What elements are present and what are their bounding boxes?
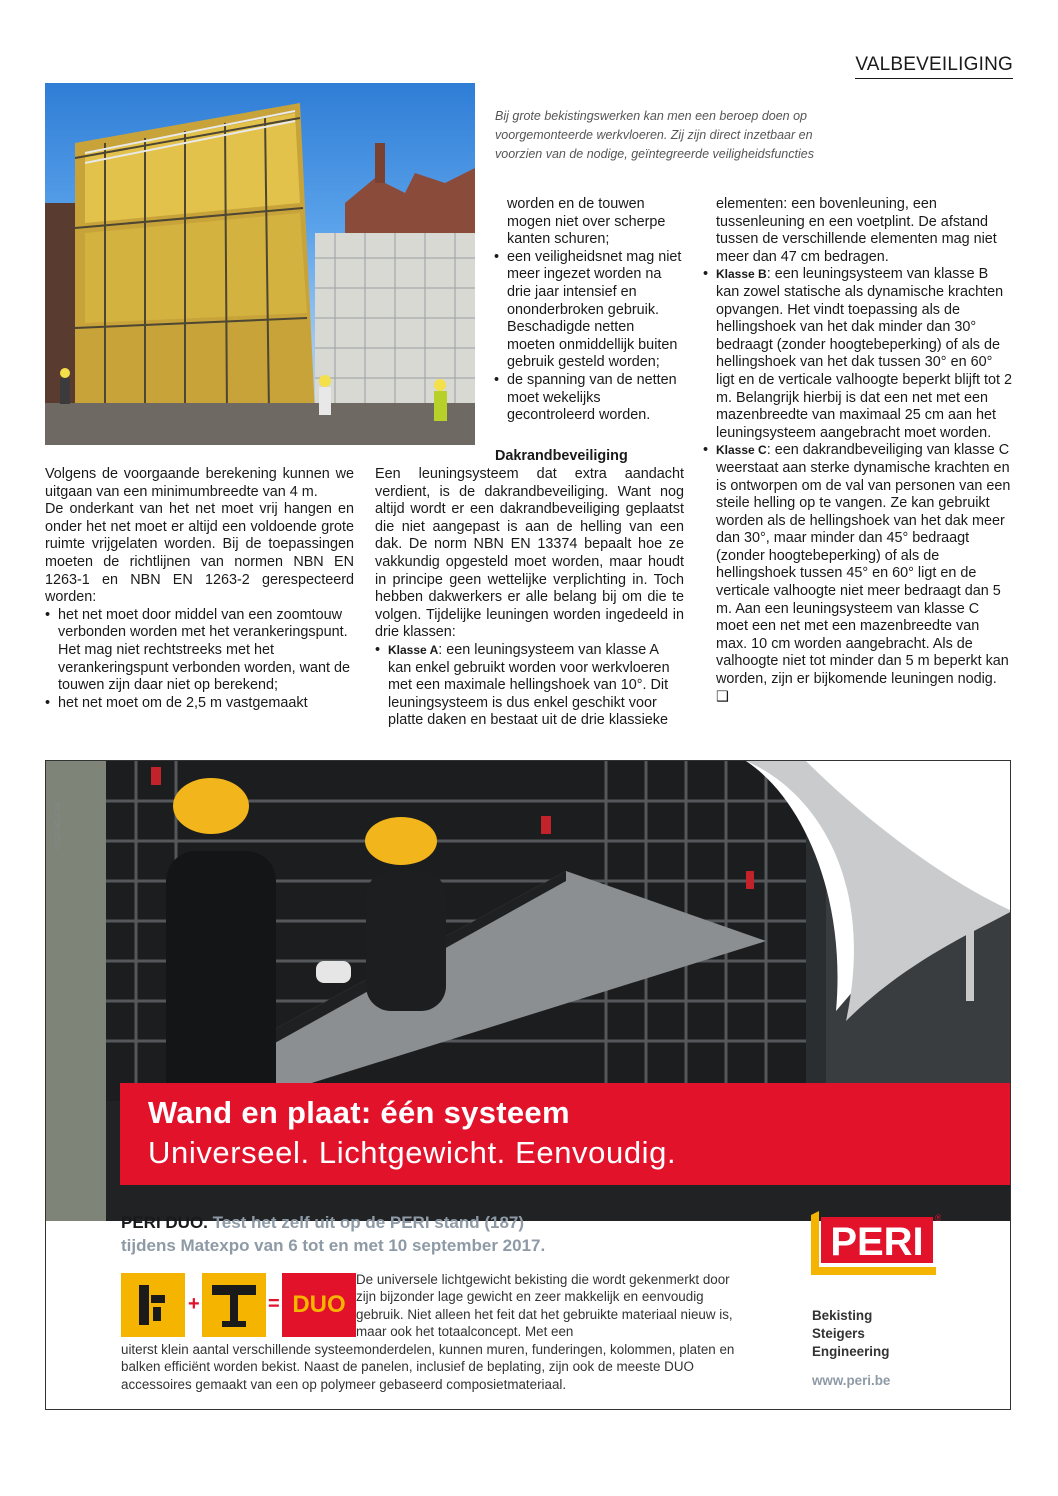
ad-brand-name: PERI DUO. xyxy=(121,1213,208,1232)
class-text: : een leuningsysteem van klasse B kan zowel statische als dynamische krachten opvangen. Het vindt toepassing als de hellingshoek van het dak minder dan 30° bedraagt (zonder hoogtebeperking) of als de hellingshoek van het dak tussen 30° en 60° ligt en de verticale valhoogte beperkt blijft tot 2 m. Belangrijk hierbij is dat een net met een mazenbreedte van maximaal 25 cm aan het leuningsysteem aangebracht moet worden. xyxy=(716,266,1012,441)
ad-title: Wand en plaat: één systeem xyxy=(148,1095,570,1130)
bullet-item: • een veiligheidsnet mag niet meer ingezet worden na drie jaar intensief en ononderbroken gebruik. Beschadigde netten moeten onmiddellijk buiten gebruik gesteld worden; xyxy=(494,249,684,372)
subheading: Dakrandbeveiliging xyxy=(495,448,628,464)
bullet-item xyxy=(375,642,684,730)
paragraph: Volgens de voorgaande berekening kunnen we uitgaan van een minimumbreedte van 4 m. xyxy=(45,466,354,500)
tagline-item: Engineering xyxy=(812,1344,890,1359)
equals-sign: = xyxy=(268,1293,280,1315)
ad-taglines xyxy=(812,1307,889,1361)
bullet-continuation: elementen: een bovenleuning, een tussenleuning en een voetplint. De afstand tussen de verschillende elementen mag niet meer dan 47 cm bedragen. xyxy=(716,196,997,265)
tagline-item: Steigers xyxy=(812,1326,865,1341)
class-text: : een dakrandbeveiliging van klasse C weerstaat aan sterke dynamische krachten en is ontworpen om de val van personen van een steile helling op te vangen. Ze kan gebruikt worden als de hellingshoek van het dak meer dan 30°, maar minder dan 45° bedraagt (zonder hoogtebeperking) of als de hellingshoek tussen 45° en 60° ligt en de verticale valhoogte niet meer bedraagt dan 5 m. Aan een leuningsysteem van klasse C moet een net met een mazenbreedte van max. 10 cm worden aangebracht. Als de valhoogte niet tot minder dan 5 m beperkt kan worden, zijn er bijkomende leuningen nodig. xyxy=(716,442,1011,688)
bullet-item: • het net moet om de 2,5 m vastgemaakt xyxy=(45,695,354,713)
duo-badge: DUO xyxy=(282,1273,356,1337)
paragraph: Een leuningsysteem dat extra aandacht verdient, is de dakrandbeveiliging. Want nog altijd wordt er een dakrandbeveiliging geplaatst die niet aangepast is aan de helling van een dak. De norm NBN EN 13374 bepaalt hoe ze vakkundig opgesteld moet worden, maar houdt in principe geen wettelijke verplichting in. Toch hebben dakwerkers er alle belang bij om die te volgen. Tijdelijke leuningen worden ingedeeld in drie klassen: xyxy=(375,466,684,641)
slab-formwork-icon xyxy=(202,1273,266,1337)
scaffolding-illustration xyxy=(45,83,475,445)
bullet-item xyxy=(703,442,1012,706)
registered-mark: ® xyxy=(935,1213,941,1223)
ad-website-link[interactable]: www.peri.be xyxy=(812,1373,891,1388)
ad-body-bottom: uiterst klein aantal verschillende systeemonderdelen, kunnen muren, funderingen, kolommen, platen en balken efficiënt worden bekist. Naast de panelen, inclusief de beplating, zijn ook de meeste DUO accessoires gemaakt van een op polymeer gebaseerd composietmateriaal. xyxy=(121,1342,735,1392)
class-text: : een leuningsysteem van klasse A kan enkel gebruikt worden voor werkvloeren met een maximale hellingshoek van 10°. Dit leuningsysteem is dus enkel geschikt voor platte daken en bestaat uit de drie klassieke xyxy=(388,641,670,729)
photo-caption: Bij grote bekistingswerken kan men een beroep doen op voorgemonteerde werkvloeren. Zij zijn direct inzetbaar en voorzien van de nodige, geïntegreerde veiligheidsfuncties xyxy=(495,109,814,161)
ad-event-heading xyxy=(121,1211,545,1257)
bullet-item: • de spanning van de netten moet wekelijks gecontroleerd worden. xyxy=(494,372,684,425)
end-mark: ❑ xyxy=(716,688,729,705)
section-label: VALBEVEILIGING xyxy=(855,54,1013,79)
logo-text: PERI xyxy=(830,1220,924,1264)
ad-body-top: De universele lichtgewicht bekisting die wordt gekenmerkt door zijn bijzonder lage gewicht en zeer makkelijk en eenvoudig gebruik. Niet alleen het feit dat het gebruikte materiaal nieuw is, maar ook het totaalconcept. Met een xyxy=(356,1272,733,1340)
peri-advertisement xyxy=(45,760,1011,1410)
ad-event-dates: tijdens Matexpo van 6 tot en met 10 september 2017. xyxy=(121,1236,546,1255)
class-label: Klasse A xyxy=(388,642,439,657)
bullet-item xyxy=(703,266,1012,442)
scaffolding-photo xyxy=(45,83,475,445)
class-label: Klasse C xyxy=(716,443,767,458)
ad-subtitle: Universeel. Lichtgewicht. Eenvoudig. xyxy=(148,1135,677,1170)
class-label: Klasse B xyxy=(716,267,767,282)
column-2-upper xyxy=(494,196,684,425)
column-2-lower xyxy=(375,466,684,730)
column-1 xyxy=(45,466,354,712)
plus-sign: + xyxy=(188,1293,200,1315)
ad-event-text: Test het zelf uit op de PERI stand (187) xyxy=(207,1213,525,1232)
column-3 xyxy=(703,196,1012,706)
bullet-item: • het net moet door middel van een zoomtouw verbonden worden met het verankeringspunt. Het mag niet rechtstreeks met het verankeringspunt verbonden worden, want de touwen zijn daar niet op berekend; xyxy=(45,607,354,695)
photo-credit: BE-PERI-1519 xyxy=(53,803,60,849)
wall-formwork-icon xyxy=(121,1273,185,1337)
tagline-item: Bekisting xyxy=(812,1308,873,1323)
peri-logo xyxy=(811,1211,941,1275)
paragraph: De onderkant van het net moet vrij hangen en onder het net moet er altijd een voldoende grote ruimte vrijgelaten worden. Bij de toepassingen moeten de richtlijnen van normen NBN EN 1263-1 en NBN EN 1263-2 gerespecteerd worden: xyxy=(45,501,354,606)
ad-headline-banner xyxy=(120,1083,1011,1185)
bullet-continuation: worden en de touwen mogen niet over scherpe kanten schuren; xyxy=(507,196,666,248)
